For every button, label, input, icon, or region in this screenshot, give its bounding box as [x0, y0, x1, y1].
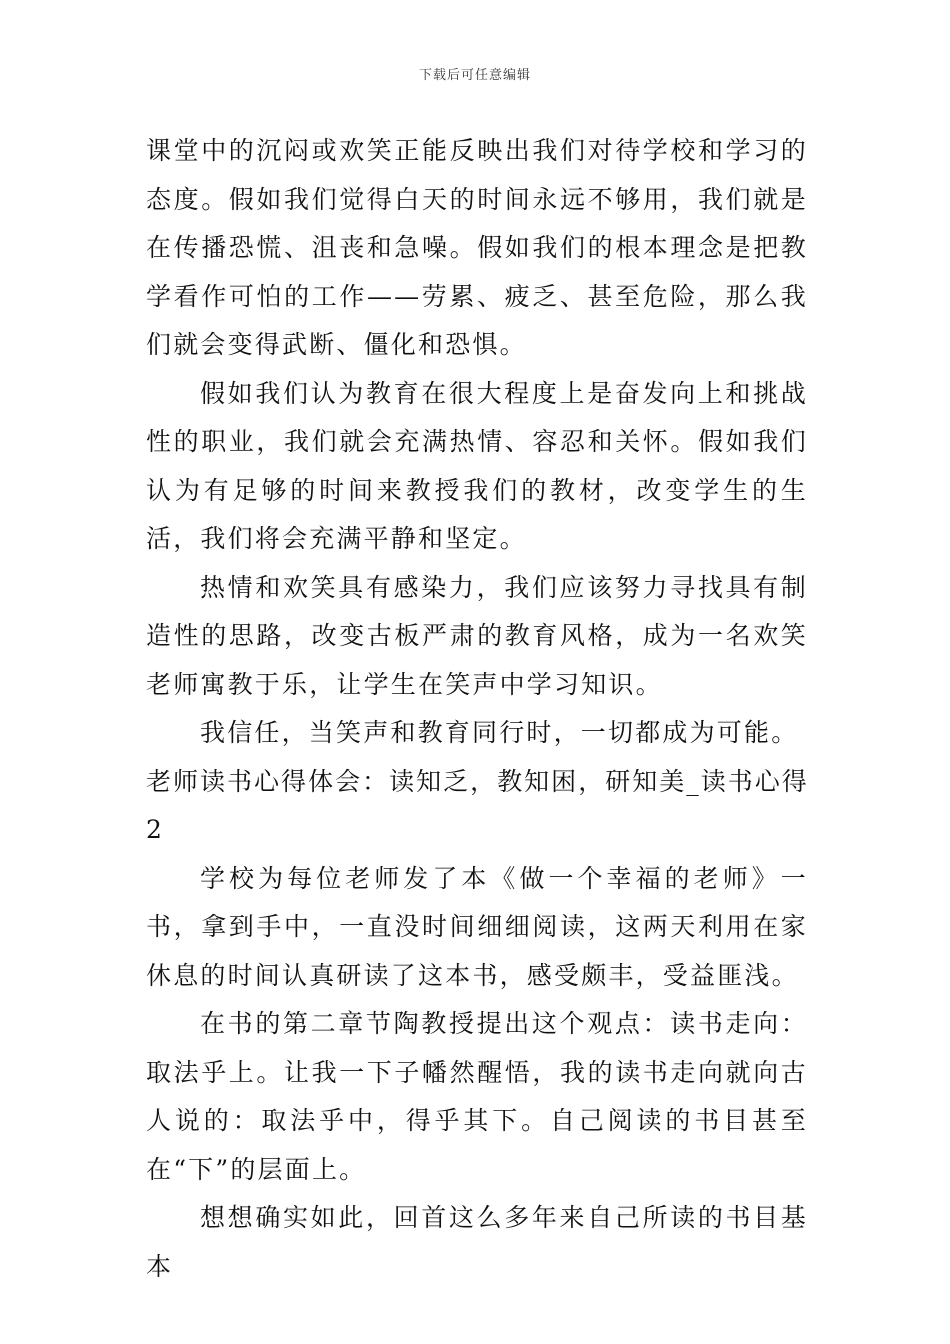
- paragraph: 学校为每位老师发了本《做一个幸福的老师》一书，拿到手中，一直没时间细细阅读，这两天利用在家休息的时间认真研读了这本书，感受颇丰，受益匪浅。: [146, 863, 808, 990]
- paragraph: 想想确实如此，回首这么多年来自己所读的书目基本: [146, 1203, 808, 1281]
- section-heading: 老师读书心得体会：读知乏，教知困，研知美_读书心得 2: [146, 766, 808, 844]
- paragraph: 在书的第二章节陶教授提出这个观点：读书走向：取法乎上。让我一下子幡然醒悟，我的读书走向就向古人说的：取法乎中，得乎其下。自己阅读的书目甚至在“下”的层面上。: [146, 1009, 808, 1184]
- page-header-note: 下载后可任意编辑: [418, 68, 531, 83]
- paragraph: 热情和欢笑具有感染力，我们应该努力寻找具有制造性的思路，改变古板严肃的教育风格，成为一名欢笑老师寓教于乐，让学生在笑声中学习知识。: [146, 572, 808, 699]
- document-body: [146, 127, 808, 1291]
- paragraph: 假如我们认为教育在很大程度上是奋发向上和挑战性的职业，我们就会充满热情、容忍和关怀。假如我们认为有足够的时间来教授我们的教材，改变学生的生活，我们将会充满平静和坚定。: [146, 378, 808, 553]
- paragraph: 课堂中的沉闷或欢笑正能反映出我们对待学校和学习的态度。假如我们觉得白天的时间永远不够用，我们就是在传播恐慌、沮丧和急噪。假如我们的根本理念是把教学看作可怕的工作——劳累、疲乏、甚至危险，那么我们就会变得武断、僵化和恐惧。: [146, 136, 808, 359]
- paragraph: 我信任，当笑声和教育同行时，一切都成为可能。: [200, 718, 799, 747]
